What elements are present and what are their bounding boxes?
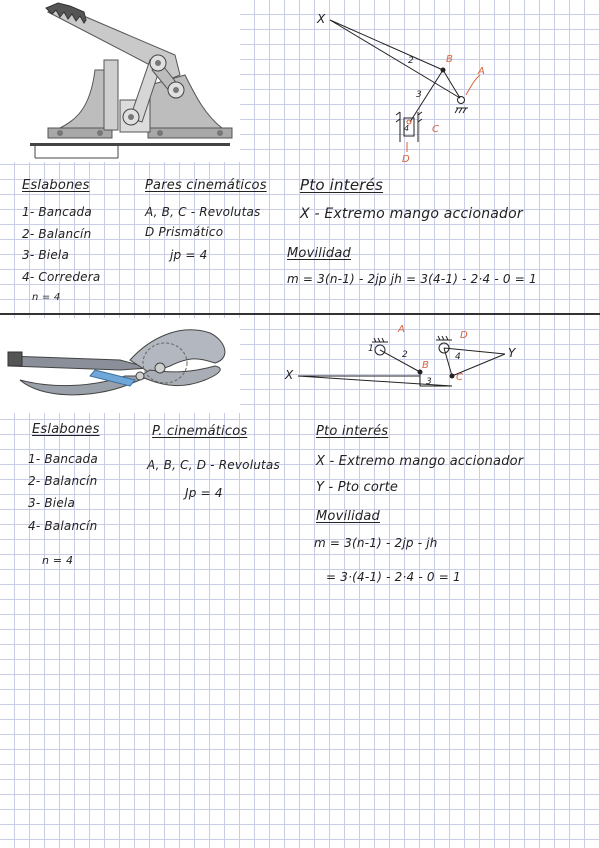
eslabon-item: 3- Biela bbox=[22, 248, 70, 262]
pares-count: jp = 4 bbox=[170, 248, 208, 262]
punto-interes-item-2: Y - Pto corte bbox=[316, 480, 399, 495]
diagram-label-link-2: 2 bbox=[408, 56, 414, 66]
diagram-label-link-4: 4 bbox=[404, 124, 410, 133]
pares-cinematicos-title-2: P. cinemáticos bbox=[152, 424, 248, 439]
movilidad-result-2: = 3·(4-1) - 2·4 - 0 = 1 bbox=[326, 570, 461, 584]
pares-cinematicos-title: Pares cinemáticos bbox=[145, 178, 267, 193]
eslabones-count: n = 4 bbox=[32, 292, 61, 303]
section-divider bbox=[0, 313, 600, 315]
par-item-2: A, B, C, D - Revolutas bbox=[147, 458, 280, 472]
movilidad-formula: m = 3(n-1) - 2jp jh = 3(4-1) - 2·4 - 0 = 1 bbox=[287, 272, 537, 286]
punto-interes-title: Pto interés bbox=[300, 176, 384, 194]
eslabon-item: 4- Corredera bbox=[22, 270, 101, 284]
par-item: A, B, C - Revolutas bbox=[145, 205, 261, 219]
eslabon-item: 1- Bancada bbox=[22, 205, 92, 219]
diagram-label-joint-c: C bbox=[432, 124, 440, 135]
diagram-label-d: D bbox=[402, 154, 410, 165]
diagram-label-link-3: 3 bbox=[416, 90, 422, 100]
punto-interes-item-2: X - Extremo mango accionador bbox=[316, 454, 524, 469]
diagram2-label-joint-b: B bbox=[422, 360, 430, 371]
kinematic-diagram-pliers bbox=[0, 320, 600, 400]
diagram2-label-link-1: 1 bbox=[368, 344, 374, 354]
diagram2-label-d: D bbox=[460, 330, 468, 341]
diagram2-label-link-2: 2 bbox=[402, 350, 408, 360]
eslabones-title: Eslabones bbox=[22, 178, 90, 193]
movilidad-title-2: Movilidad bbox=[316, 509, 380, 524]
diagram2-label-a: A bbox=[398, 324, 406, 335]
kinematic-diagram-pedal bbox=[0, 0, 600, 170]
diagram2-label-joint-c: C bbox=[456, 372, 464, 383]
movilidad-title: Movilidad bbox=[287, 246, 351, 261]
diagram-label-x: X bbox=[317, 12, 326, 26]
eslabon-item-2: 1- Bancada bbox=[28, 452, 98, 466]
movilidad-formula-2: m = 3(n-1) - 2jp - jh bbox=[314, 536, 438, 550]
diagram2-label-x: X bbox=[285, 368, 294, 382]
diagram-label-joint-a: A bbox=[478, 66, 486, 77]
diagram-label-joint-b: B bbox=[446, 54, 454, 65]
pares-count-2: Jp = 4 bbox=[185, 486, 223, 500]
eslabon-item: 2- Balancín bbox=[22, 227, 92, 241]
eslabon-item-2: 3- Biela bbox=[28, 496, 76, 510]
eslabon-item-2: 4- Balancín bbox=[28, 519, 98, 533]
punto-interes-title-2: Pto interés bbox=[316, 424, 389, 439]
diagram2-label-link-3: 3 bbox=[426, 377, 432, 387]
punto-interes-item: X - Extremo mango accionador bbox=[300, 206, 523, 222]
eslabones-count-2: n = 4 bbox=[42, 554, 74, 567]
par-item: D Prismático bbox=[145, 225, 224, 239]
eslabon-item-2: 2- Balancín bbox=[28, 474, 98, 488]
diagram2-label-y: Y bbox=[508, 346, 516, 360]
diagram2-label-link-4: 4 bbox=[455, 352, 461, 362]
eslabones-title-2: Eslabones bbox=[32, 422, 100, 437]
